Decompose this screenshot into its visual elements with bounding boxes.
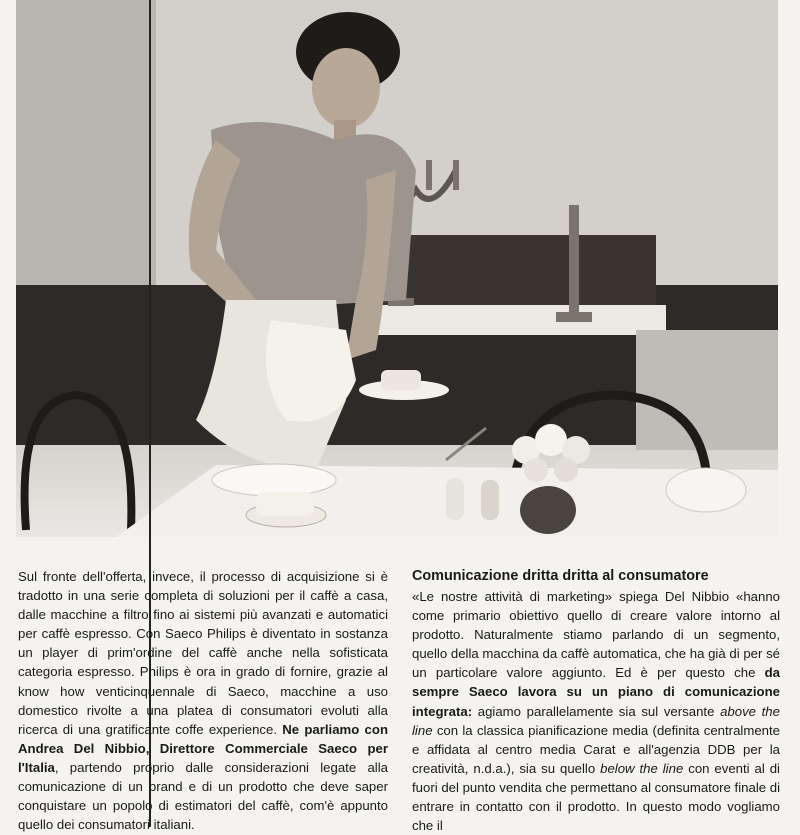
right-column bbox=[412, 567, 780, 835]
right-paragraph bbox=[412, 587, 780, 835]
right-text-1: «Le nostre attività di marketing» spiega Del Nibbio «hanno come primario obiettivo quello di creare valore intorno al prodotto. Naturalmente stiamo parlando di un segmento, quello della macchina da caffè automatica, che ha già di per sé un particolare valore aggiunto. Ed è per questo che bbox=[412, 589, 780, 681]
left-paragraph bbox=[18, 567, 388, 834]
section-headline: Comunicazione dritta dritta al consumatore bbox=[412, 568, 709, 584]
right-text-4: con eventi al di fuori del punto vendita che permettano al consumatore finale di entrare in contatto con il prodotto. In questo modo vogliamo che il bbox=[412, 760, 781, 834]
woman-pouring-coffee-photo bbox=[16, 0, 778, 537]
right-text-2: agiamo parallelamente sia sul versante bbox=[472, 703, 721, 719]
right-text-bold: da sempre Saeco lavora su un piano di comunicazione integrata: bbox=[412, 665, 780, 719]
right-text-3: con la classica pianificazione media (definita centralmente e affidata al centro media Carat e all'agenzia DDB per la creatività, n.d.a.), sia su quello bbox=[412, 722, 780, 776]
right-text-italic-1: above the line bbox=[412, 703, 780, 738]
left-text-bold: Ne parliamo con Andrea Del Nibbio, Direttore Commerciale Saeco per l'Italia bbox=[18, 721, 388, 775]
left-text-2: , partendo proprio dalle considerazioni legate alla comunicazione di un brand e di un prodotto che deve saper conquistare un popolo di estimatori del caffè, com'è appunto quello dei consumatori italiani. bbox=[18, 759, 388, 833]
right-text-italic-2: below the line bbox=[600, 760, 684, 776]
left-text-1: Sul fronte dell'offerta, invece, il processo di acquisizione si è tradotto in una serie completa di soluzioni per il caffè a casa, dalle macchine a filtro fino ai sistemi più avanzati e automatici per caffè espresso. Con Saeco Philips è diventato in sostanza un player di prim'ordine del caffè anche nella sofisticata categoria espresso. Philips è ora in grado di fornire, grazie al know how venticinquennale di Saeco, macchine a uso domestico rivolte a una platea di consumatori evoluti alla ricerca di una gratificante coffe experience. bbox=[18, 569, 388, 737]
left-column bbox=[18, 567, 388, 834]
